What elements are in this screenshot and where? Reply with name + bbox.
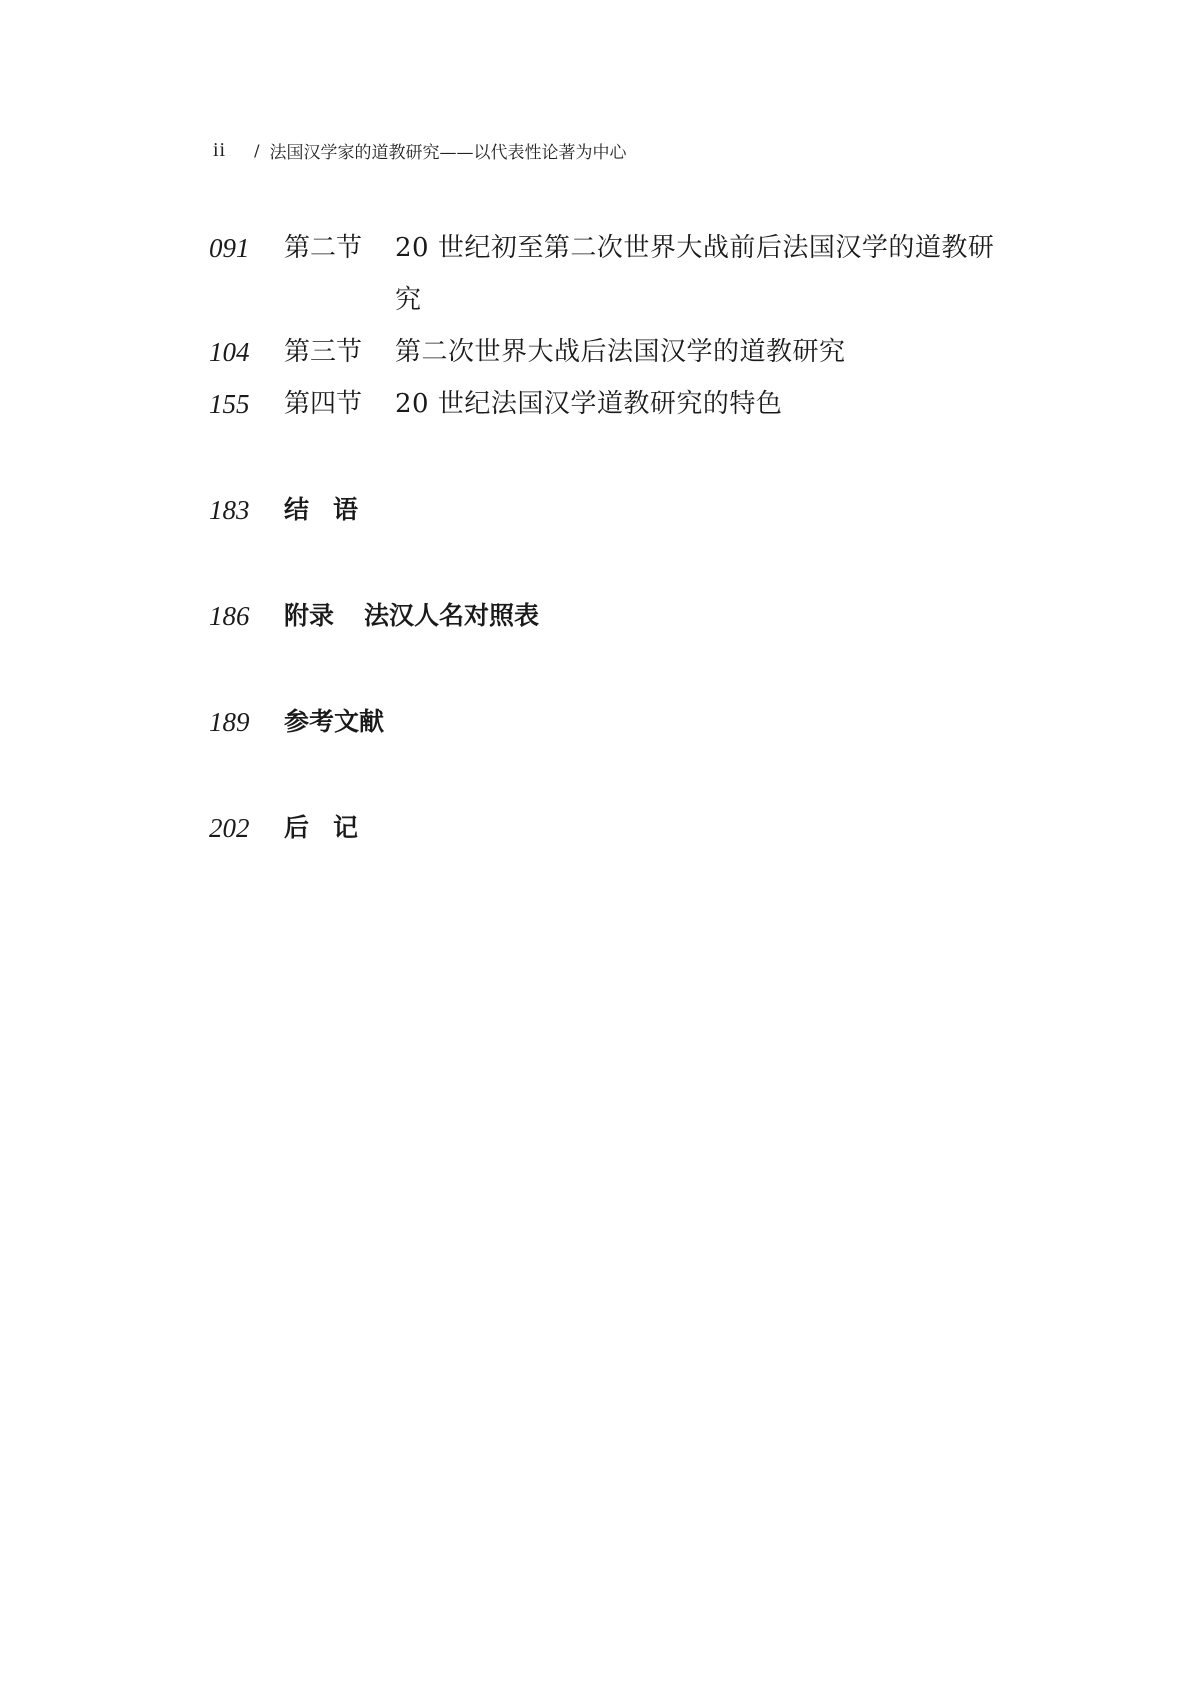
toc-section-label: 第二节 [284,233,363,263]
toc-appendix-label: 附录 [284,601,335,630]
toc-entry-section-2[interactable] [209,222,1015,326]
toc-entry-appendix[interactable] [209,590,539,642]
page-folio: ii [213,138,227,161]
toc-chapter-title: 法汉人名对照表 [364,601,540,630]
toc-section-label: 第三节 [284,337,363,367]
toc-section-title: 20 世纪初至第二次世界大战前后法国汉学的道教研究 [395,233,995,315]
toc-entry-section-4[interactable] [209,378,1015,430]
toc-chapter-title: 参考文献 [284,707,385,736]
toc-entry-conclusion[interactable] [209,484,382,536]
toc-page-number: 155 [209,389,250,419]
toc-section-title: 20 世纪法国汉学道教研究的特色 [395,389,783,419]
book-title: 法国汉学家的道教研究——以代表性论著为中心 [269,142,627,163]
toc-chapter-title: 结语 [284,495,383,524]
toc-section-title: 第二次世界大战后法国汉学的道教研究 [395,337,846,367]
toc-page-number: 186 [209,601,250,631]
running-head-separator: / [254,140,260,160]
toc-page-number: 104 [209,337,250,367]
toc-page-number: 183 [209,495,250,525]
toc-page-number: 189 [209,707,250,737]
toc-chapter-title: 后记 [284,813,383,842]
running-head [213,136,627,164]
toc-entry-bibliography[interactable] [209,696,384,748]
toc-entry-postscript[interactable] [209,802,382,854]
toc-page-number: 202 [209,813,250,843]
toc-section-label: 第四节 [284,389,363,419]
toc-page-number: 091 [209,233,250,263]
toc-entry-section-3[interactable] [209,326,1015,378]
